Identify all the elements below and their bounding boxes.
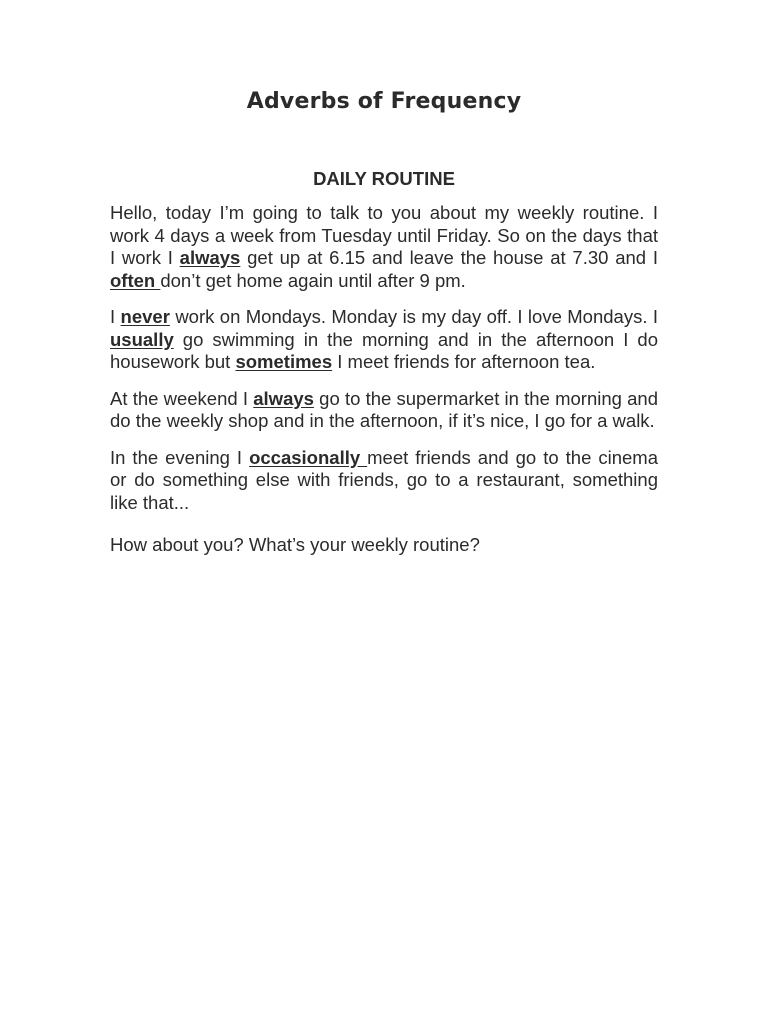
paragraph-text: go swimming in the morning and in the afternoon I do housework but	[110, 328, 658, 372]
paragraph-text: I	[110, 306, 121, 327]
paragraph-2	[110, 306, 658, 374]
paragraph-text: get up at 6.15 and leave the house at 7.30 and I	[240, 247, 658, 268]
paragraph-text: don’t get home again until after 9 pm.	[160, 269, 466, 291]
frequency-adverb: usually	[110, 328, 174, 350]
paragraph-4	[110, 447, 658, 515]
closing-question: How about you? What’s your weekly routine?	[110, 534, 480, 555]
paragraph-text: I meet friends for afternoon tea.	[332, 351, 596, 372]
section-heading: DAILY ROUTINE	[313, 168, 455, 189]
paragraph-text: meet friends and go to the cinema or do something else with friends, go to a restaurant, something like that...	[110, 446, 658, 513]
frequency-adverb: often	[110, 269, 161, 291]
paragraph-text: At the weekend I	[110, 387, 254, 409]
frequency-adverb: occasionally	[249, 446, 368, 468]
paragraph-3	[110, 388, 658, 433]
body-text	[110, 202, 658, 514]
frequency-adverb: always	[179, 247, 241, 268]
paragraph-1	[110, 202, 658, 292]
document-title: Adverbs of Frequency	[246, 89, 522, 114]
document-page	[110, 84, 658, 557]
paragraph-text: work on Mondays. Monday is my day off. I love Mondays. I	[169, 306, 659, 327]
paragraph-text: In the evening I	[110, 446, 250, 468]
frequency-adverb: sometimes	[235, 351, 333, 372]
frequency-adverb: always	[253, 387, 314, 409]
paragraph-text: go to the supermarket in the morning and do the weekly shop and in the afternoon, if it’s nice, I go for a walk.	[110, 387, 658, 431]
paragraph-text: Hello, today I’m going to talk to you about my weekly routine. I work 4 days a week from Tuesday until Friday. So on the days that I work I	[110, 202, 658, 268]
frequency-adverb: never	[120, 306, 170, 327]
